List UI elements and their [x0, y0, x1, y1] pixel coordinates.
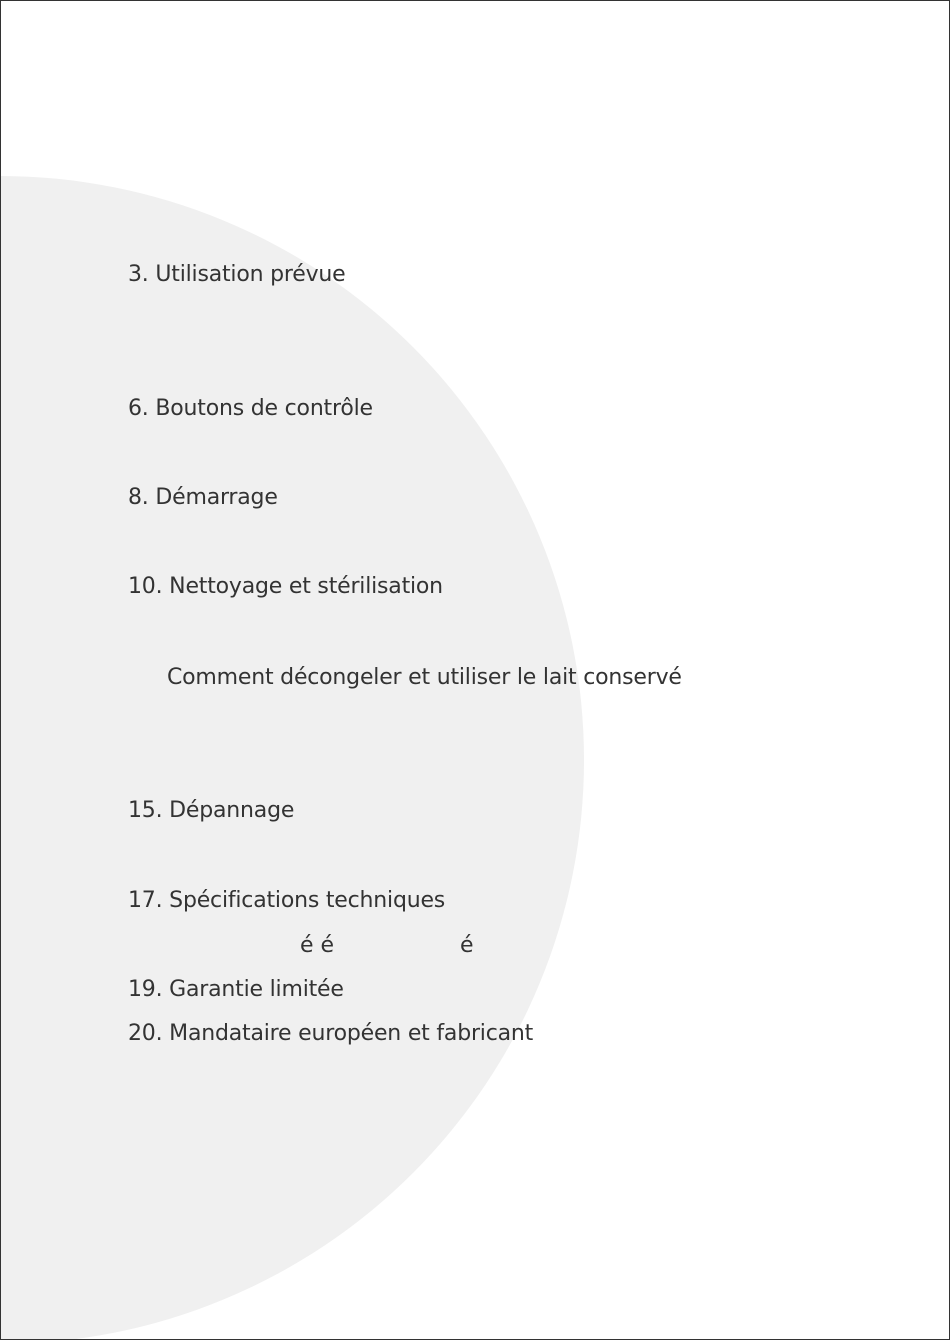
toc-entry-demarrage: 8. Démarrage [128, 485, 278, 510]
toc-entry-nettoyage-et-sterilisation: 10. Nettoyage et stérilisation [128, 574, 443, 599]
toc-entry-garantie-limitee: 19. Garantie limitée [128, 977, 344, 1002]
toc-entry-utilisation-prevue: 3. Utilisation prévue [128, 262, 346, 287]
toc-entry-specifications-techniques: 17. Spécifications techniques [128, 888, 446, 913]
table-of-contents [1, 1, 949, 1339]
stray-accent-fragment: é [460, 933, 474, 958]
stray-accent-fragment: é é [300, 933, 335, 958]
toc-entry-depannage: 15. Dépannage [128, 798, 295, 823]
toc-entry-boutons-de-controle: 6. Boutons de contrôle [128, 396, 373, 421]
toc-entry-decongeler-lait: Comment décongeler et utiliser le lait conservé [167, 665, 682, 690]
toc-entry-mandataire-europeen: 20. Mandataire européen et fabricant [128, 1021, 534, 1046]
